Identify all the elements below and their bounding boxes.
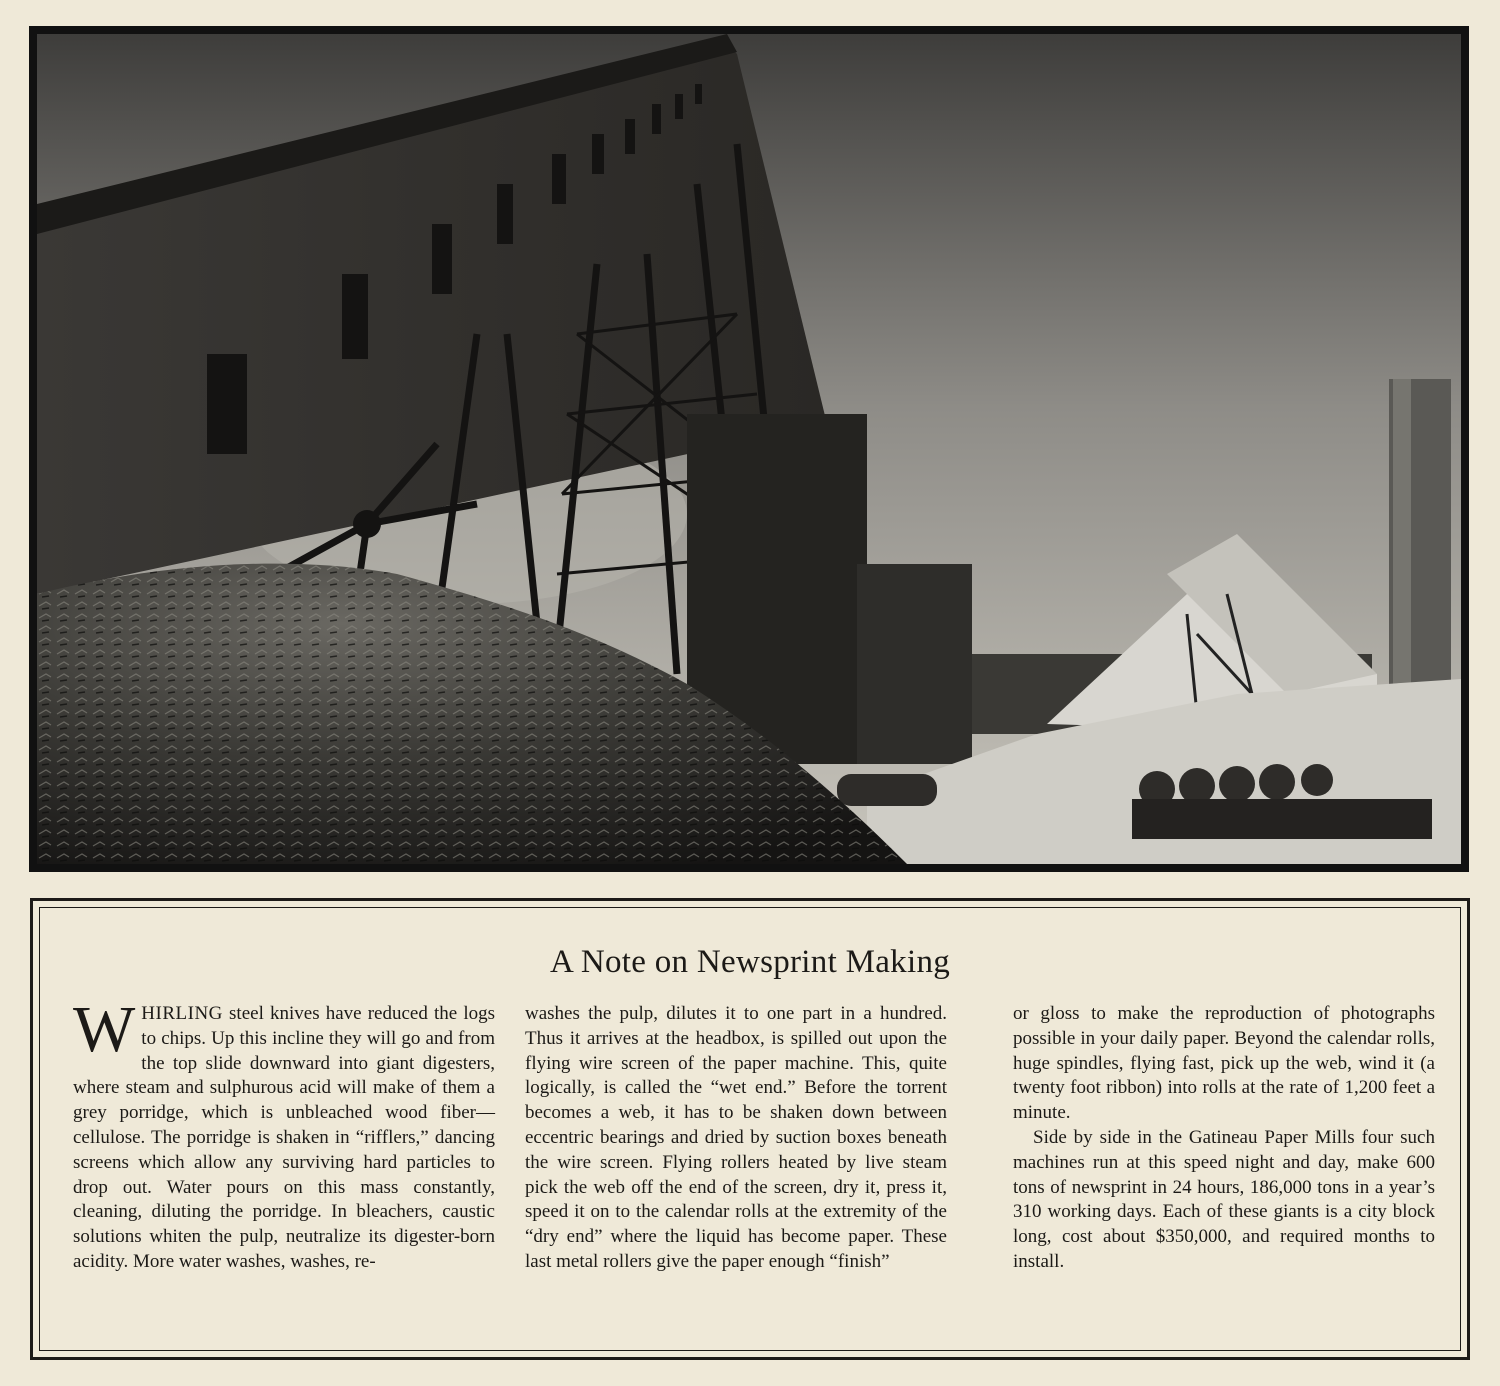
article-title: A Note on Newsprint Making — [549, 944, 951, 980]
article-panel — [30, 898, 1470, 1360]
article-inner-border — [39, 907, 1461, 1351]
paragraph-1 — [73, 993, 495, 1275]
column-1-text: steel knives have reduced the logs to chips. Up this incline they will go and from the top slide downward into giant digesters, where steam and sulphurous acid will make of them a grey porridge, which is unbleached wood fiber—cellulose. The porridge is shaken in “rifflers,” dancing screens which allow any surviving hard particles to drop out. Water pours on this mass constantly, cleaning, diluting the porridge. In bleachers, caustic solutions whiten the pulp, neutralize its digester-born acidity. More water washes, washes, re- — [73, 1003, 495, 1272]
column-3-paragraph-2: Side by side in the Gatineau Paper Mills four such machines run at this speed night and day, make 600 tons of newsprint in 24 hours, 186,000 tons in a year’s 310 working days. Each of these giants is a city block long, cost about $350,000, and required months to install. — [1013, 1126, 1435, 1272]
article-column-1 — [73, 993, 495, 1275]
article-column-3 — [1013, 1002, 1435, 1275]
drop-cap: W — [73, 993, 136, 1066]
column-3-paragraph-1: or gloss to make the reproduction of photographs possible in your daily paper. Beyond the calendar rolls, huge spindles, flying fast, pick up the web, wind it (a twenty foot ribbon) into rolls at the rate of 1,200 feet a minute. — [1013, 1003, 1435, 1124]
paper-mill-photo — [37, 34, 1461, 864]
photo-frame — [29, 26, 1469, 872]
lead-caps: HIRLING — [141, 1003, 223, 1024]
article-column-2 — [525, 1002, 947, 1275]
column-2-text: washes the pulp, dilutes it to one part in a hundred. Thus it arrives at the headbox, is spilled out upon the flying wire screen of the paper machine. This, quite logically, is called the “wet end.” Before the torrent becomes a web, it has to be shaken down between eccentric bearings and dried by suction boxes beneath the wire screen. Flying rollers heated by live steam pick the web off the end of the screen, dry it, press it, speed it on to the calendar rolls at the extremity of the “dry end” where the liquid has become paper. These last metal rollers give the paper enough “finish” — [525, 1003, 947, 1272]
